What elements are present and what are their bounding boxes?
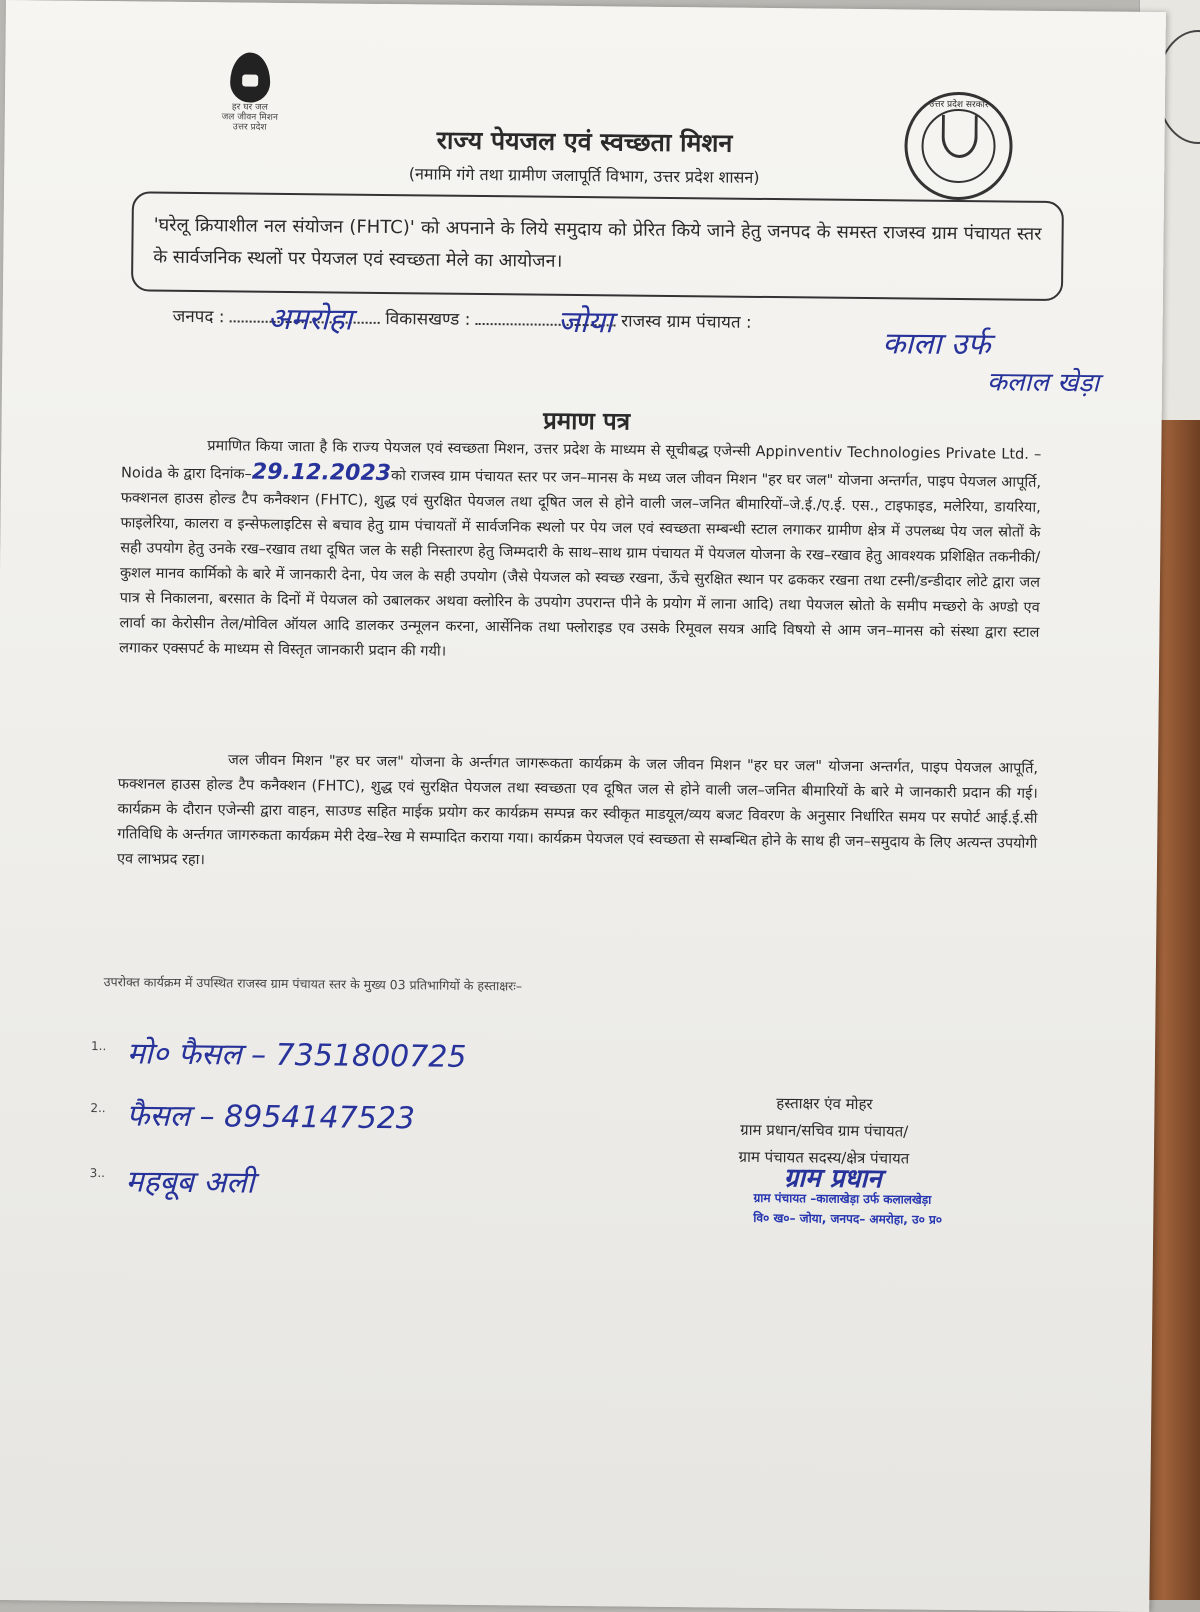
water-drop-icon: [230, 52, 271, 102]
panchayat-label: राजस्व ग्राम पंचायत :: [621, 311, 752, 333]
logo-text-3: उत्तर प्रदेश: [232, 122, 267, 133]
signature-line-3: ग्राम पंचायत सदस्य/क्षेत्र पंचायत: [738, 1147, 910, 1168]
panchayat-handwritten-2: कलाल खेड़ा: [986, 367, 1100, 399]
signature-line-1: हस्ताक्षर एंव मोहर: [776, 1094, 873, 1114]
page-subtitle: (नमामि गंगे तथा ग्रामीण जलापूर्ति विभाग, उत्तर प्रदेश शासन): [408, 164, 760, 187]
logo-text-2: जल जीवन मिशन: [221, 112, 279, 123]
certificate-paragraph-1: [119, 433, 1041, 671]
logo-text-1: हर घर जल: [231, 102, 268, 113]
certificate-paragraph-2: जल जीवन मिशन "हर घर जल" योजना के अर्न्तगत जागरूकता कार्यक्रम के जल जीवन मिशन "हर घर जल" योजना अन्तर्गत, पाइप पेयजल आपूर्ति, फक्शनल हाउस होल्ड टैप कनैक्शन (FHTC), शुद्ध एवं सुरक्षित पेयजल तथा स्वच्छता एव दूषित जल से होने वाली जल–जनित बीमारियों के बारे मे जानकारी प्रदान की गई। कार्यक्रम के दौरान एजेन्सी द्वारा वाहन, साउण्ड सहित माईक प्रयोग कर कार्यक्रम सम्पन्न कर स्वीकृत माडयूल/व्यय बजट विवरण के अनुसार निर्धारित समय पर सपोर्ट आई.ई.सी गतिविधि के अर्न्तगत जागरुकता कार्यक्रम मेरी देख–रेख मे सम्पादित कराया गया। कार्यक्रम पेयजल एवं स्वच्छता से सम्बन्धित होने के साथ ही जन–समुदाय के लिए अत्यन्त उपयोगी एव लाभप्रद रहा।: [116, 752, 1039, 869]
para1-part-b: को राजस्व ग्राम पंचायत स्तर पर जन–मानस के मध्य जल जीवन मिशन "हर घर जल" योजना अन्तर्गत, पाइप पेयजल आपूर्ति, फक्शनल हाउस होल्ड टैप कनैक्शन (FHTC), शुद्ध एवं सुरक्षित पेयजल तथा दूषित जल से होने वाली जल–जनित बीमारियों–जे.ई./ए.ई. एस., टाइफाइड, मलेरिया, डायरिया, फाइलेरिया, कालरा व इन्सेफलाइटिस से बचाव हेतु ग्राम पंचायतों में सार्वजनिक स्थलो पर पेय जल एवं स्वच्छता सम्बन्धी स्टाल लगाकर ग्रामीण क्षेत्र में उपलब्ध पेय जल स्रोतों के सही उपयोग हेतु उनके रख–रखाव तथा दूषित जल के सही निस्तारण हेतु जिम्मदारी के साथ–साथ ग्राम पंचायत में पेयजल योजना के रख–रखाव हेतु आवश्यक प्रशिक्षित तकनीकी/कुशल मानव कार्मिको के बारे में जानकारी देना, पेय जल के सही उपयोग (जैसे पेयजल को स्वच्छ रखना, ऊँचे सुरक्षित स्थान पर ढककर रखना तथा टस्नी/डन्डीदार लोटे द्वारा जल पात्र से निकालना, बरसात के दिनों में पेयजल को उबालकर अथवा क्लोरिन के उपयोग उपरान्त पीने के प्रयोग में लाना आदि) तथा पेयजल स्रोतो के समीप मच्छरो के अण्डो एव लार्वा का केरोसीन तेल/मोविल ऑयल आदि डालकर उन्मूलन करना, आर्सेनिक तथा फ्लोराइड एव उसके रिमूवल सयत्र आदि विषयो से आम जन–मानस को संस्था द्वारा स्टाल लगाकर एक्सपर्ट के माध्यम से विस्तृत जानकारी प्रदान की गयी।: [119, 468, 1042, 660]
signature-line-2: ग्राम प्रधान/सचिव ग्राम पंचायत/: [740, 1120, 909, 1141]
pradhan-stamp-title: ग्राम प्रधान: [783, 1163, 882, 1195]
stamp-line-3: वि० ख०– जोया, जनपद– अमरोहा, उ० प्र०: [753, 1210, 943, 1227]
seal-text: उत्तर प्रदेश सरकार: [929, 99, 989, 111]
signatory-number-1: 1..: [90, 1038, 107, 1054]
signatory-3-handwritten: महबूब अली: [125, 1164, 255, 1201]
signatory-1-handwritten: मो० फैसल – 7351800725: [126, 1036, 467, 1075]
certificate-heading: प्रमाण पत्र: [543, 406, 631, 436]
district-label: जनपद :: [172, 306, 225, 328]
pradhan-stamp: [753, 1163, 994, 1231]
stamp-line-2: ग्राम पंचायत –कालाखेड़ा उर्फ कलालखेड़ा: [753, 1190, 932, 1207]
district-handwritten: अमरोहा: [267, 301, 353, 338]
panchayat-handwritten-1: काला उर्फ: [882, 326, 991, 363]
up-government-seal: [904, 91, 1013, 200]
signature-block: [694, 1089, 955, 1173]
attendance-note: उपरोक्त कार्यक्रम में उपस्थित राजस्व ग्राम पंचायत स्तर के मुख्य 03 प्रतिभागियों के हस्ताक्षरः–: [103, 974, 523, 994]
signatory-2-handwritten: फैसल – 8954147523: [126, 1098, 416, 1137]
signatory-number-2: 2..: [90, 1100, 106, 1116]
page-title: राज्य पेयजल एवं स्वच्छता मिशन: [436, 125, 733, 158]
event-date-handwritten: 29.12.2023: [251, 459, 392, 487]
block-label: विकासखण्ड :: [385, 308, 471, 330]
location-fields: [173, 304, 752, 333]
block-handwritten: जोया: [557, 304, 614, 341]
signatory-number-3: 3..: [89, 1165, 106, 1181]
para1-part-a: प्रमाणित किया जाता है कि राज्य पेयजल एवं स्वच्छता मिशन, उत्तर प्रदेश के माध्यम से सूचीबद्ध एजेन्सी Appinventiv Technologies Private Ltd. – Noida के द्वारा दिनांक–: [120, 438, 1042, 483]
event-banner: 'घरेलू क्रियाशील नल संयोजन (FHTC)' को अपनाने के लिये समुदाय को प्रेरित किये जाने हेतु जनपद के समस्त राजस्व ग्राम पंचायत स्तर के सार्वजनिक स्थलों पर पेयजल एवं स्वच्छता मेले का आयोजन।: [131, 191, 1064, 301]
